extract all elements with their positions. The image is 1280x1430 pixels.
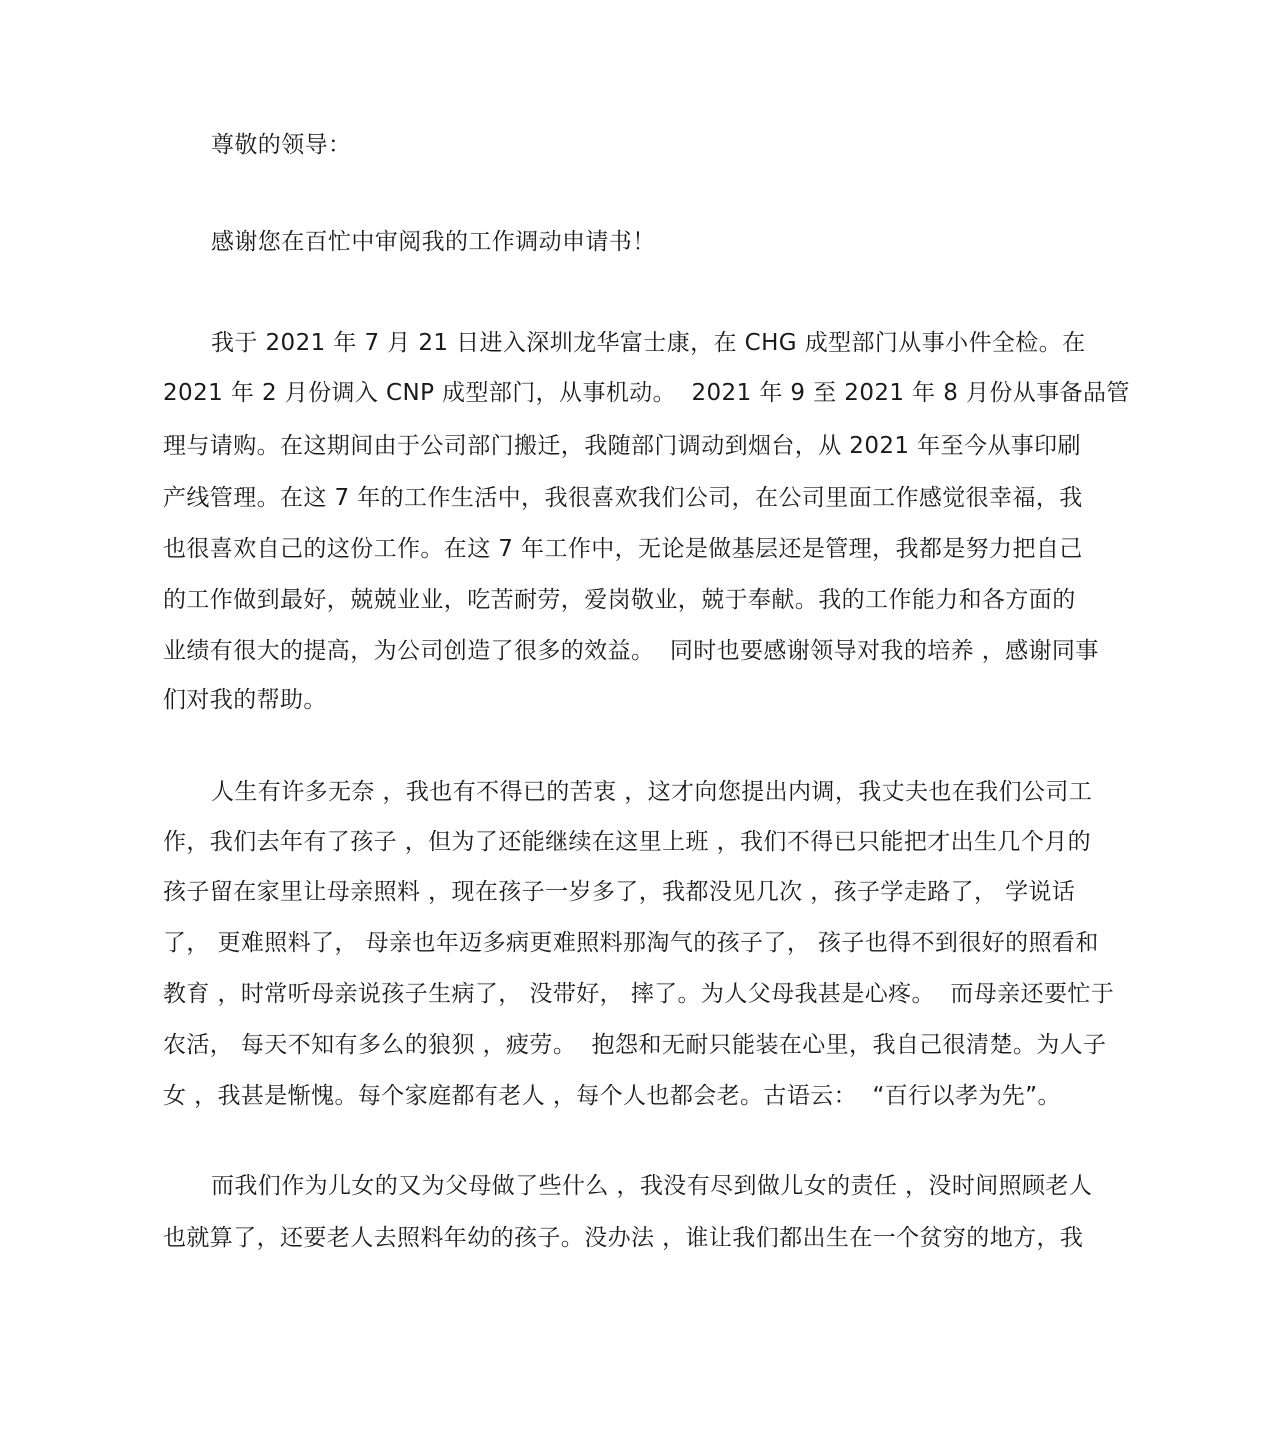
thanks-line: 感谢您在百忙中审阅我的工作调动申请书！ (211, 229, 656, 255)
salutation: 尊敬的领导： (211, 132, 352, 158)
paragraph-line: 业绩有很大的提高，为公司创造了很多的效益。 同时也要感谢领导对我的培养 ，感谢同事 (163, 638, 1099, 664)
paragraph-line: 的工作做到最好，兢兢业业，吃苦耐劳，爱岗敬业，兢于奉献。我的工作能力和各方面的 (163, 587, 1076, 613)
paragraph-line: 而我们作为儿女的又为父母做了些什么 ，我没有尽到做儿女的责任 ，没时间照顾老人 (211, 1173, 1093, 1199)
paragraph-line: 女 ，我甚是惭愧。每个家庭都有老人 ，每个人也都会老。古语云： “百行以孝为先”。 (163, 1083, 1061, 1109)
paragraph-line: 孩子留在家里让母亲照料 ，现在孩子一岁多了，我都没见几次 ，孩子学走路了， 学说话 (163, 879, 1076, 905)
paragraph-line: 2021 年 2 月份调入 CNP 成型部门，从事机动。 2021 年 9 至 2021 年 8 月份从事备品管 (163, 380, 1130, 406)
paragraph-line: 也就算了，还要老人去照料年幼的孩子。没办法 ，谁让我们都出生在一个贫穷的地方，我 (163, 1225, 1084, 1251)
paragraph-line: 也很喜欢自己的这份工作。在这 7 年工作中，无论是做基层还是管理，我都是努力把自己 (163, 536, 1083, 562)
paragraph-line: 产线管理。在这 7 年的工作生活中，我很喜欢我们公司，在公司里面工作感觉很幸福，我 (163, 485, 1083, 511)
paragraph-line: 了， 更难照料了， 母亲也年迈多病更难照料那淘气的孩子了， 孩子也得不到很好的照看和 (163, 930, 1099, 956)
paragraph-line: 人生有许多无奈 ，我也有不得已的苦衷 ，这才向您提出内调，我丈夫也在我们公司工 (211, 779, 1093, 805)
paragraph-line: 理与请购。在这期间由于公司部门搬迁，我随部门调动到烟台，从 2021 年至今从事印刷 (163, 433, 1081, 459)
paragraph-line: 教育 ，时常听母亲说孩子生病了， 没带好， 摔了。为人父母我甚是心疼。 而母亲还要忙于 (163, 981, 1115, 1007)
paragraph-line: 作，我们去年有了孩子 ，但为了还能继续在这里上班 ，我们不得已只能把才出生几个月的 (163, 829, 1092, 855)
paragraph-line: 农活， 每天不知有多么的狼狈 ，疲劳。 抱怨和无耐只能装在心里，我自己很清楚。为人子 (163, 1032, 1107, 1058)
paragraph-line: 我于 2021 年 7 月 21 日进入深圳龙华富士康，在 CHG 成型部门从事小件全检。在 (211, 330, 1086, 356)
paragraph-line: 们对我的帮助。 (163, 687, 327, 713)
